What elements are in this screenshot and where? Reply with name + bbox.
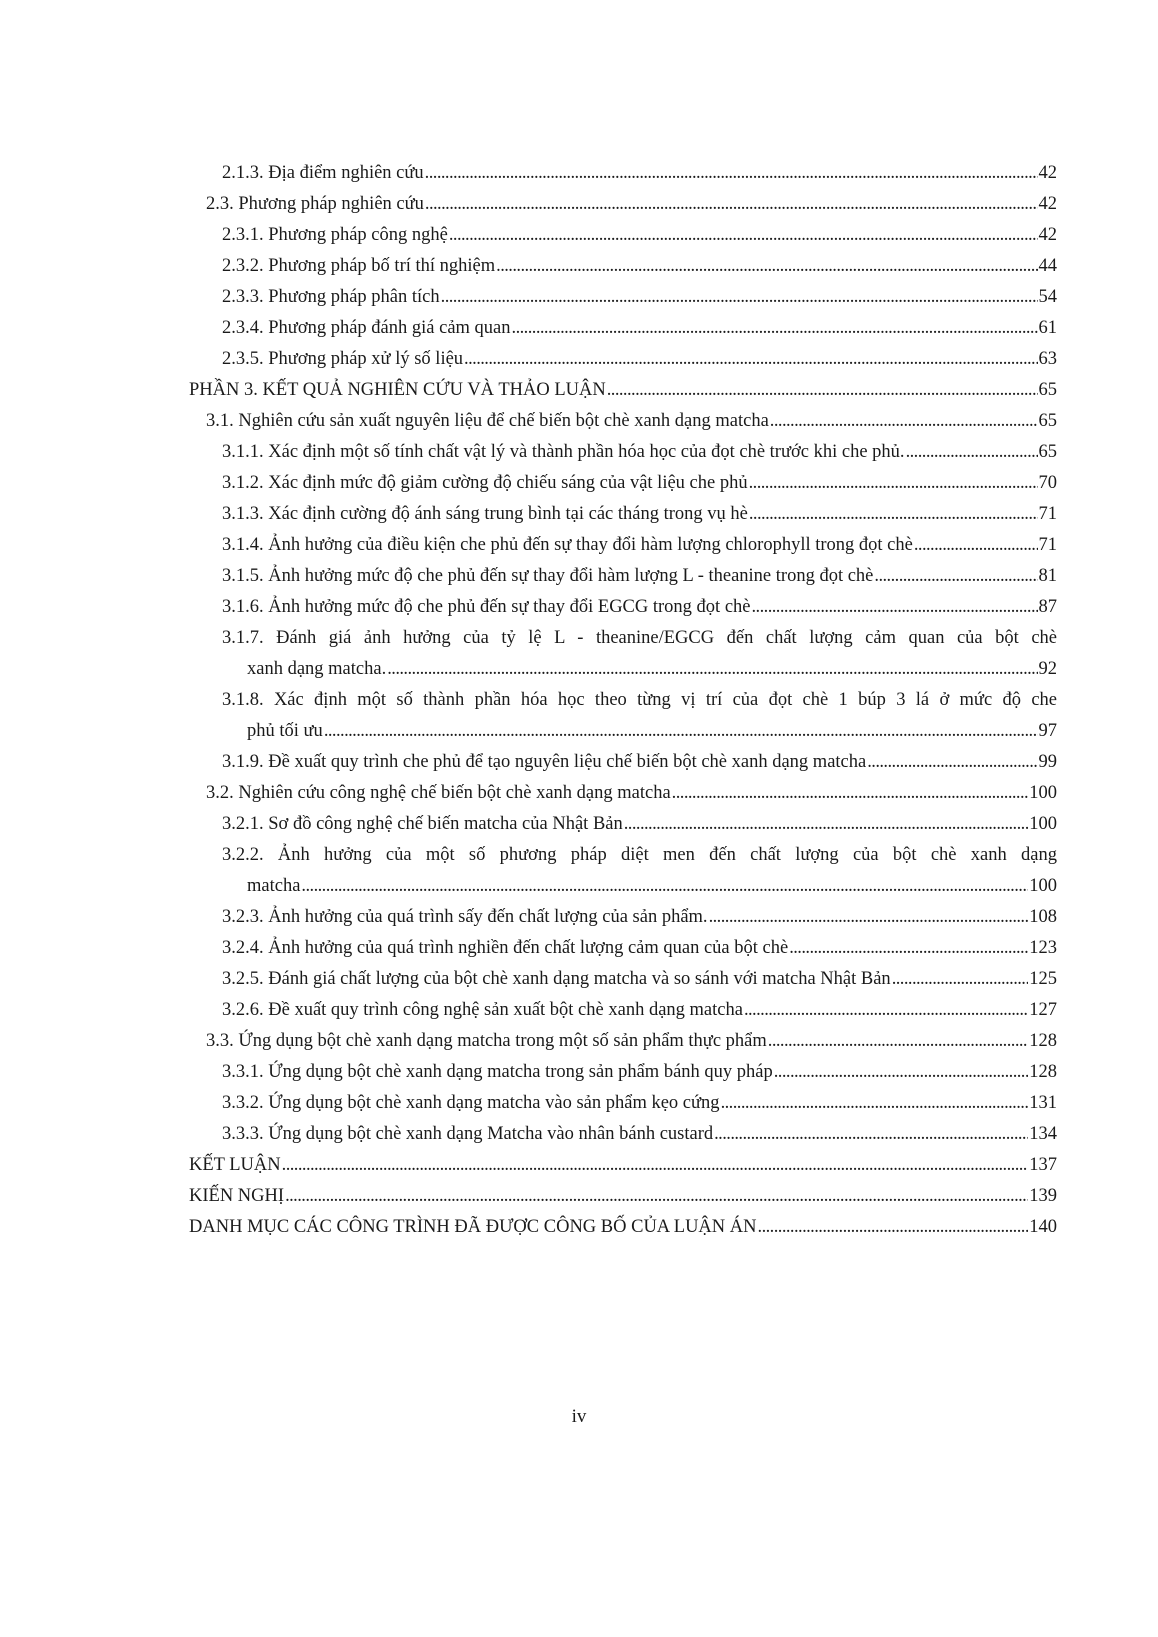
toc-entry-title: 2.3.4. Phương pháp đánh giá cảm quan (222, 318, 511, 338)
toc-entry-title: 3.3.3. Ứng dụng bột chè xanh dạng Matcha vào nhân bánh custard (222, 1124, 714, 1144)
toc-entry-page: 44 (1038, 256, 1057, 276)
toc-entry-title: 3.1.4. Ảnh hưởng của điều kiện che phủ đến sự thay đổi hàm lượng chlorophyll trong đọt chè (222, 535, 913, 555)
toc-entry-title: 3.1.7. Đánh giá ảnh hưởng của tỷ lệ L - theanine/EGCG đến chất lượng cảm quan của bột chè (222, 628, 1057, 648)
toc-entry[interactable] (0, 220, 1158, 251)
toc-entry-title: 3.3.1. Ứng dụng bột chè xanh dạng matcha trong sản phẩm bánh quy pháp (222, 1062, 773, 1082)
toc-entry[interactable] (0, 189, 1158, 220)
toc-entry-page: 65 (1038, 380, 1057, 400)
toc-entry[interactable] (0, 530, 1158, 561)
toc-entry[interactable] (0, 1119, 1158, 1150)
toc-entry-page: 65 (1038, 442, 1057, 462)
toc-entry-page: 123 (1029, 938, 1057, 958)
toc-entry-title: KIẾN NGHỊ (189, 1186, 285, 1206)
toc-entry[interactable] (0, 499, 1158, 530)
toc-entry[interactable] (0, 1150, 1158, 1181)
toc-entry[interactable] (0, 623, 1158, 654)
toc-entry-title: 3.2.3. Ảnh hưởng của quá trình sấy đến chất lượng của sản phẩm. (222, 907, 708, 927)
toc-entry-title: 3.1.8. Xác định một số thành phần hóa học theo từng vị trí của đọt chè 1 búp 3 lá ở mức độ che (222, 690, 1057, 710)
toc-entry-title: 3.1. Nghiên cứu sản xuất nguyên liệu để chế biến bột chè xanh dạng matcha (206, 411, 769, 431)
toc-entry-title: 2.3. Phương pháp nghiên cứu (206, 194, 424, 214)
toc-entry[interactable] (0, 251, 1158, 282)
toc-entry-title: 3.1.5. Ảnh hưởng mức độ che phủ đến sự thay đổi hàm lượng L - theanine trong đọt chè (222, 566, 874, 586)
toc-entry-page: 131 (1029, 1093, 1057, 1113)
toc-entry-page: 71 (1038, 504, 1057, 524)
toc-entry-page: 81 (1038, 566, 1057, 586)
toc-entry[interactable] (0, 809, 1158, 840)
toc-entry-page: 61 (1038, 318, 1057, 338)
toc-entry-title: 3.1.1. Xác định một số tính chất vật lý và thành phần hóa học của đọt chè trước khi che phủ. (222, 442, 905, 462)
toc-entry-title: 3.3.2. Ứng dụng bột chè xanh dạng matcha vào sản phẩm kẹo cứng (222, 1093, 720, 1113)
toc-entry-title: 3.2. Nghiên cứu công nghệ chế biến bột chè xanh dạng matcha (206, 783, 671, 803)
toc-entry-page: 139 (1029, 1186, 1057, 1206)
toc-entry-page: 108 (1029, 907, 1057, 927)
toc-entry-page: 65 (1038, 411, 1057, 431)
toc-entry-page: 54 (1038, 287, 1057, 307)
toc-entry-title: KẾT LUẬN (189, 1155, 281, 1175)
toc-entry-title: 3.1.9. Đề xuất quy trình che phủ để tạo nguyên liệu chế biến bột chè xanh dạng matcha (222, 752, 867, 772)
toc-entry[interactable] (0, 1088, 1158, 1119)
toc-entry-page: 87 (1038, 597, 1057, 617)
toc-entry-page: 97 (1038, 721, 1057, 741)
toc-entry[interactable] (0, 344, 1158, 375)
toc-entry-page: 140 (1029, 1217, 1057, 1237)
toc-entry[interactable] (0, 964, 1158, 995)
toc-entry-title: 2.3.5. Phương pháp xử lý số liệu (222, 349, 464, 369)
toc-entry[interactable] (0, 158, 1158, 189)
toc-entry[interactable] (0, 1026, 1158, 1057)
toc-entry-page: 42 (1038, 225, 1057, 245)
toc-entry[interactable] (0, 1057, 1158, 1088)
toc-entry-title: 3.2.2. Ảnh hưởng của một số phương pháp diệt men đến chất lượng của bột chè xanh dạng (222, 845, 1057, 865)
toc-entry-title: 2.3.1. Phương pháp công nghệ (222, 225, 448, 245)
toc-entry-title: DANH MỤC CÁC CÔNG TRÌNH ĐÃ ĐƯỢC CÔNG BỐ CỦA LUẬN ÁN (189, 1217, 757, 1237)
toc-entry[interactable] (0, 1212, 1158, 1243)
toc-entry-page: 99 (1038, 752, 1057, 772)
toc-entry-page: 128 (1029, 1031, 1057, 1051)
toc-entry[interactable] (0, 933, 1158, 964)
toc-entry-title: 3.3. Ứng dụng bột chè xanh dạng matcha trong một số sản phẩm thực phẩm (206, 1031, 767, 1051)
toc-entry-continuation[interactable] (0, 716, 1158, 747)
toc-entry[interactable] (0, 840, 1158, 871)
toc-entry[interactable] (0, 313, 1158, 344)
toc-entry[interactable] (0, 375, 1158, 406)
toc-entry-page: 71 (1038, 535, 1057, 555)
toc-entry[interactable] (0, 468, 1158, 499)
toc-entry[interactable] (0, 592, 1158, 623)
toc-entry[interactable] (0, 995, 1158, 1026)
toc-entry-title: 3.2.4. Ảnh hưởng của quá trình nghiền đến chất lượng cảm quan của bột chè (222, 938, 789, 958)
toc-entry-page: 92 (1038, 659, 1057, 679)
toc-entry-title: xanh dạng matcha. (247, 659, 387, 679)
toc-entry-page: 70 (1038, 473, 1057, 493)
toc-entry-page: 137 (1029, 1155, 1057, 1175)
toc-entry-page: 127 (1029, 1000, 1057, 1020)
toc-entry-continuation[interactable] (0, 871, 1158, 902)
toc-entry-title: 2.3.2. Phương pháp bố trí thí nghiệm (222, 256, 496, 276)
toc-entry-page: 63 (1038, 349, 1057, 369)
toc-entry-page: 100 (1029, 814, 1057, 834)
toc-entry-title: 3.2.1. Sơ đồ công nghệ chế biến matcha của Nhật Bản (222, 814, 623, 834)
toc-entry[interactable] (0, 406, 1158, 437)
toc-entry-title: 3.2.6. Đề xuất quy trình công nghệ sản xuất bột chè xanh dạng matcha (222, 1000, 743, 1020)
toc-entry-title: 3.2.5. Đánh giá chất lượng của bột chè xanh dạng matcha và so sánh với matcha Nhật Bản (222, 969, 891, 989)
toc-entry-title: 3.1.6. Ảnh hưởng mức độ che phủ đến sự thay đổi EGCG trong đọt chè (222, 597, 751, 617)
page-number: iv (571, 1406, 587, 1427)
toc-entry-continuation[interactable] (0, 654, 1158, 685)
toc-entry-page: 42 (1038, 163, 1057, 183)
toc-entry-page: 134 (1029, 1124, 1057, 1144)
toc-entry-page: 125 (1029, 969, 1057, 989)
toc-entry-title: 2.3.3. Phương pháp phân tích (222, 287, 440, 307)
toc-entry[interactable] (0, 282, 1158, 313)
toc-entry-page: 100 (1029, 876, 1057, 896)
toc-entry-page: 100 (1029, 783, 1057, 803)
toc-entry-page: 128 (1029, 1062, 1057, 1082)
toc-entry-page: 42 (1038, 194, 1057, 214)
toc-entry[interactable] (0, 561, 1158, 592)
toc-entry[interactable] (0, 778, 1158, 809)
toc-entry-title: 3.1.3. Xác định cường độ ánh sáng trung bình tại các tháng trong vụ hè (222, 504, 748, 524)
toc-entry[interactable] (0, 902, 1158, 933)
toc-entry[interactable] (0, 1181, 1158, 1212)
toc-entry-title: PHẦN 3. KẾT QUẢ NGHIÊN CỨU VÀ THẢO LUẬN (189, 380, 606, 400)
toc-entry[interactable] (0, 437, 1158, 468)
toc-entry[interactable] (0, 747, 1158, 778)
toc-entry-title: 2.1.3. Địa điểm nghiên cứu (222, 163, 424, 183)
toc-entry-title: 3.1.2. Xác định mức độ giảm cường độ chiếu sáng của vật liệu che phủ (222, 473, 748, 493)
toc-entry-title: phủ tối ưu (247, 721, 323, 741)
toc-entry-title: matcha (247, 876, 301, 896)
toc-entry[interactable] (0, 685, 1158, 716)
